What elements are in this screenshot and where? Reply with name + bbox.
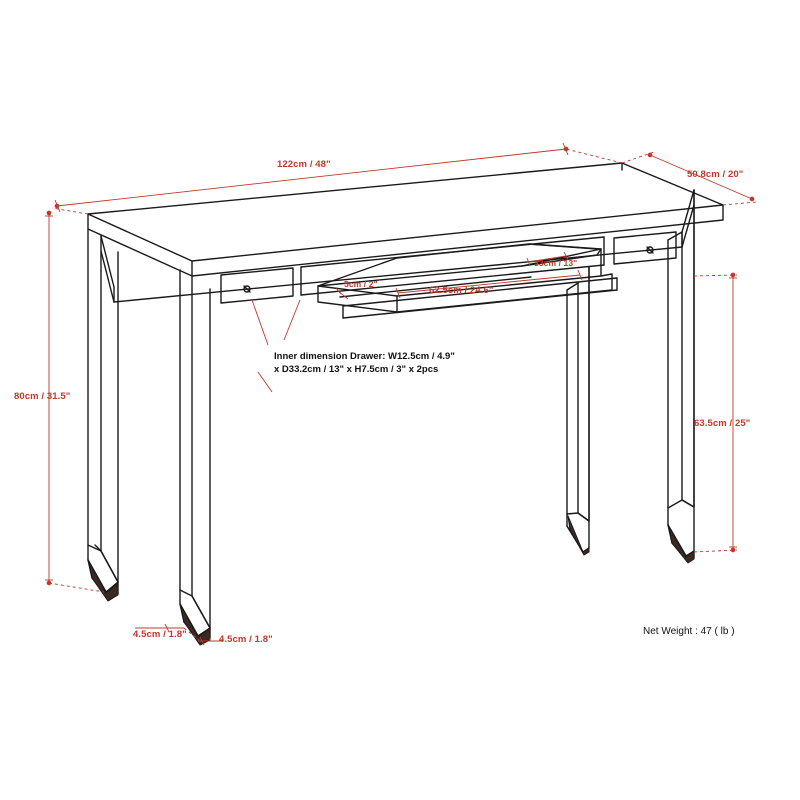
dim-label-width-top: 122cm / 48"	[277, 159, 331, 170]
dim-label-depth-top: 50.8cm / 20"	[687, 169, 744, 180]
dim-label-drawer-depth: 33cm / 13"	[534, 258, 578, 268]
leg-back-left	[180, 270, 210, 645]
dim-label-height-right: 63.5cm / 25"	[694, 418, 751, 429]
dim-label-shelf-width: 62.5cm / 24.6"	[429, 285, 494, 296]
dim-label-height-left: 80cm / 31.5"	[14, 391, 71, 402]
leg-back-right	[567, 267, 589, 555]
leg-front-right	[668, 190, 694, 563]
table-top	[88, 163, 723, 276]
note-drawer-line1: Inner dimension Drawer: W12.5cm / 4.9"	[274, 351, 455, 362]
dim-width-top	[52, 143, 622, 214]
net-weight-label: Net Weight : 47 ( lb )	[643, 626, 735, 637]
dim-height-right	[694, 273, 737, 552]
note-drawer-line2: x D33.2cm / 13" x H7.5cm / 3" x 2pcs	[274, 364, 439, 375]
note-leader-lines	[252, 300, 300, 392]
dim-label-leg-side: 4.5cm / 1.8"	[219, 634, 273, 645]
note-drawer-inner-dimension	[274, 350, 455, 376]
dim-label-shelf-thickness: 5cm / 2"	[344, 279, 378, 289]
dim-label-leg-front: 4.5cm / 1.8"	[133, 629, 187, 640]
